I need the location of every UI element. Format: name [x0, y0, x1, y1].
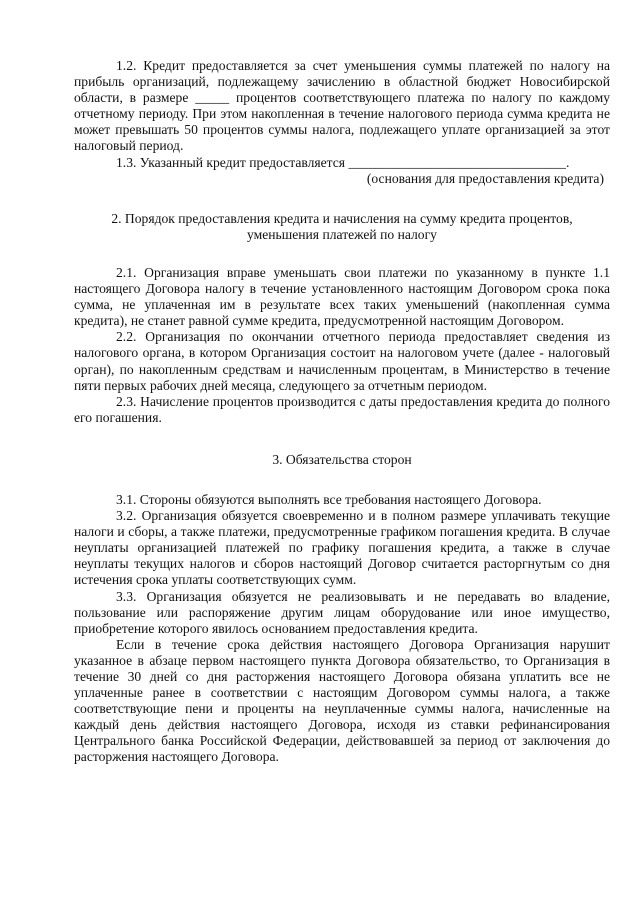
section-3-heading: 3. Обязательства сторон: [272, 451, 412, 467]
paragraph-3-1: 3.1. Стороны обязуются выполнять все требования настоящего Договора.: [116, 491, 542, 507]
document-page: [74, 58, 610, 766]
section-2-heading-line-1: 2. Порядок предоставления кредита и начисления на сумму кредита процентов,: [111, 210, 573, 226]
paragraph-2-2: 2.2. Организация по окончании отчетного периода предоставляет сведения из налогового органа, в котором Организация состоит на налоговом учете (далее - налоговый орган), по накопленным средствам и начисленным процентам, в Министерство в течение пяти первых рабочих дней месяца, следующего за отчетным периодом.: [74, 329, 610, 393]
paragraph-2-1: 2.1. Организация вправе уменьшать свои платежи по указанному в пункте 1.1 настоящего Договора налогу в течение установленного настоящим Договором срока пока сумма, не уплаченная им в результате всех таких уменьшений (накопленная сумма кредита), не станет равной сумме кредита, предусмотренной настоящим Договором.: [74, 264, 610, 329]
spacer: [74, 187, 610, 211]
paragraph-1-3-note: (основания для предоставления кредита): [366, 170, 604, 186]
paragraph-1-2: 1.2. Кредит предоставляется за счет уменьшения суммы платежей по налогу на прибыль организаций, подлежащему зачислению в областной бюджет Новосибирской области, в размере _____ процентов соответствующего платежа по налогу по каждому отчетному периоду. При этом накопленная в течение налогового периода сумма кредита не может превышать 50 процентов суммы налога, подлежащего уплате организацией за этот налоговый период.: [74, 58, 610, 154]
spacer: [74, 426, 610, 452]
paragraph-3-3-continuation: Если в течение срока действия настоящего Договора Организация нарушит указанное в абзаце первом настоящего пункта Договора обязательство, то Организация в течение 30 дней со дня расторжения настоящего Договора обязана уплатить все не уплаченные ранее в соответствии с настоящим Договором суммы налога, а также соответствующие пени и проценты на неуплаченные суммы налога, начисленные на каждый день действия настоящего Договора, исходя из ставки рефинансирования Центрального банка Российской Федерации, действовавшей за период от заключения до расторжения настоящего Договора.: [74, 636, 610, 765]
paragraph-1-3: 1.3. Указанный кредит предоставляется ________________________________.: [116, 154, 570, 170]
section-2-heading-line-2: уменьшения платежей по налогу: [247, 226, 437, 242]
spacer: [74, 243, 610, 265]
paragraph-3-3: 3.3. Организация обязуется не реализовывать и не передавать во владение, пользование или распоряжение другим лицам оборудование или иное имущество, приобретение которого явилось основанием предоставления кредита.: [74, 588, 610, 636]
spacer: [74, 468, 610, 492]
paragraph-3-2: 3.2. Организация обязуется своевременно и в полном размере уплачивать текущие налоги и сборы, а также платежи, предусмотренные графиком погашения кредита. В случае неуплаты организацией платежей по графику погашения кредита, а также в случае неуплаты текущих налогов и сборов настоящий Договор считается расторгнутым со дня истечения срока уплаты соответствующих сумм.: [74, 508, 610, 588]
paragraph-2-3: 2.3. Начисление процентов производится с даты предоставления кредита до полного его погашения.: [74, 393, 610, 425]
